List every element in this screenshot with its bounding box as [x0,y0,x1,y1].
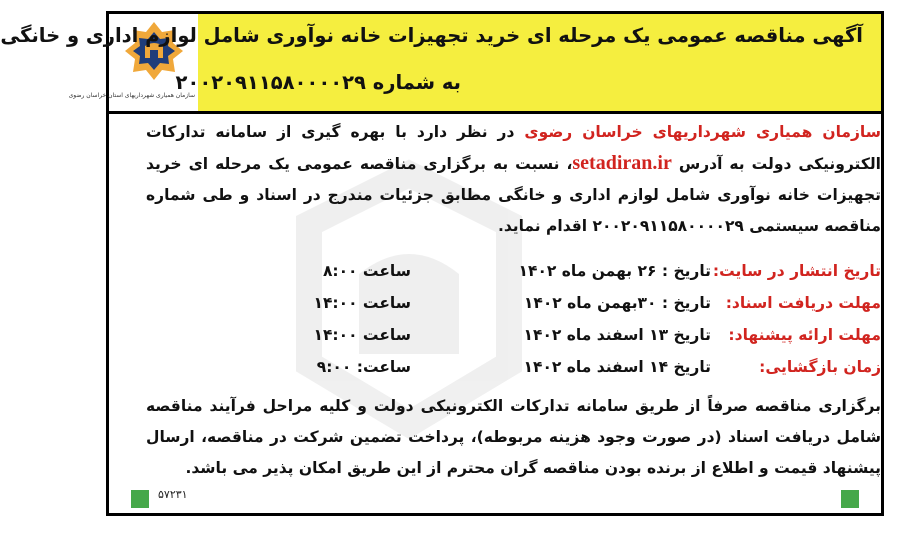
schedule-time: ساعت ۱۴:۰۰ [313,294,411,312]
tender-number: به شماره ۲۰۰۲۰۹۱۱۵۸۰۰۰۰۲۹ [175,71,461,94]
schedule-row [146,262,881,292]
schedule-label: مهلت دریافت اسناد: [725,294,881,312]
schedule-date: تاریخ ۱۳ اسفند ماه ۱۴۰۲ [523,326,711,344]
schedule-time: ساعت: ۹:۰۰ [316,358,411,376]
notice-title: آگهی مناقصه عمومی یک مرحله ای خرید تجهیزات خانه نوآوری شامل لوازم اداری و خانگی [0,24,863,47]
schedule-time: ساعت ۱۴:۰۰ [313,326,411,344]
corner-square-right [841,490,859,508]
schedule-time: ساعت ۸:۰۰ [322,262,411,280]
schedule-date: تاریخ : ۳۰بهمن ماه ۱۴۰۲ [523,294,711,312]
notice-code: ۵۷۲۳۱ [158,488,188,501]
schedule-label: زمان بازگشایی: [759,358,881,376]
schedule-table [146,262,881,392]
schedule-date: تاریخ ۱۴ اسفند ماه ۱۴۰۲ [523,358,711,376]
organization-name: سازمان همیاری شهرداریهای خراسان رضوی [524,123,881,141]
schedule-date: تاریخ : ۲۶ بهمن ماه ۱۴۰۲ [518,262,711,280]
schedule-label: مهلت ارائه پیشنهاد: [728,326,881,344]
intro-text-part2: ، نسبت به برگزاری مناقصه عمومی یک مرحله ای خرید تجهیزات خانه نوآوری شامل لوازم اداری و خانگی مطابق جزئیات مندرج در اسناد و طی شماره مناقصه سیستمی ۲۰۰۲۰۹۱۱۵۸۰۰۰۰۲۹ اقدام نماید. [146,155,881,235]
schedule-row [146,358,881,388]
schedule-label: تاریخ انتشار در سایت: [712,262,881,280]
intro-text-part1: در نظر دارد با بهره گیری از سامانه تدارکات الکترونیکی دولت به آدرس [146,123,881,173]
logo-caption: سازمان همیاری شهرداریهای استان خراسان رضوی [68,92,195,99]
website-link[interactable]: setadiran.ir [572,152,672,174]
schedule-row [146,326,881,356]
schedule-row [146,294,881,324]
footer-paragraph: برگزاری مناقصه صرفاً از طریق سامانه تدارکات الکترونیکی دولت و کلیه مراحل فرآیند مناقصه شامل دریافت اسناد (در صورت وجود هزینه مربوطه)، پرداخت تضمین شرکت در مناقصه، ارسال پیشنهاد قیمت و اطلاع از برنده بودن مناقصه گران محترم از این طریق امکان پذیر می باشد. [146,397,881,477]
intro-paragraph [146,117,881,242]
corner-square-left [131,490,149,508]
